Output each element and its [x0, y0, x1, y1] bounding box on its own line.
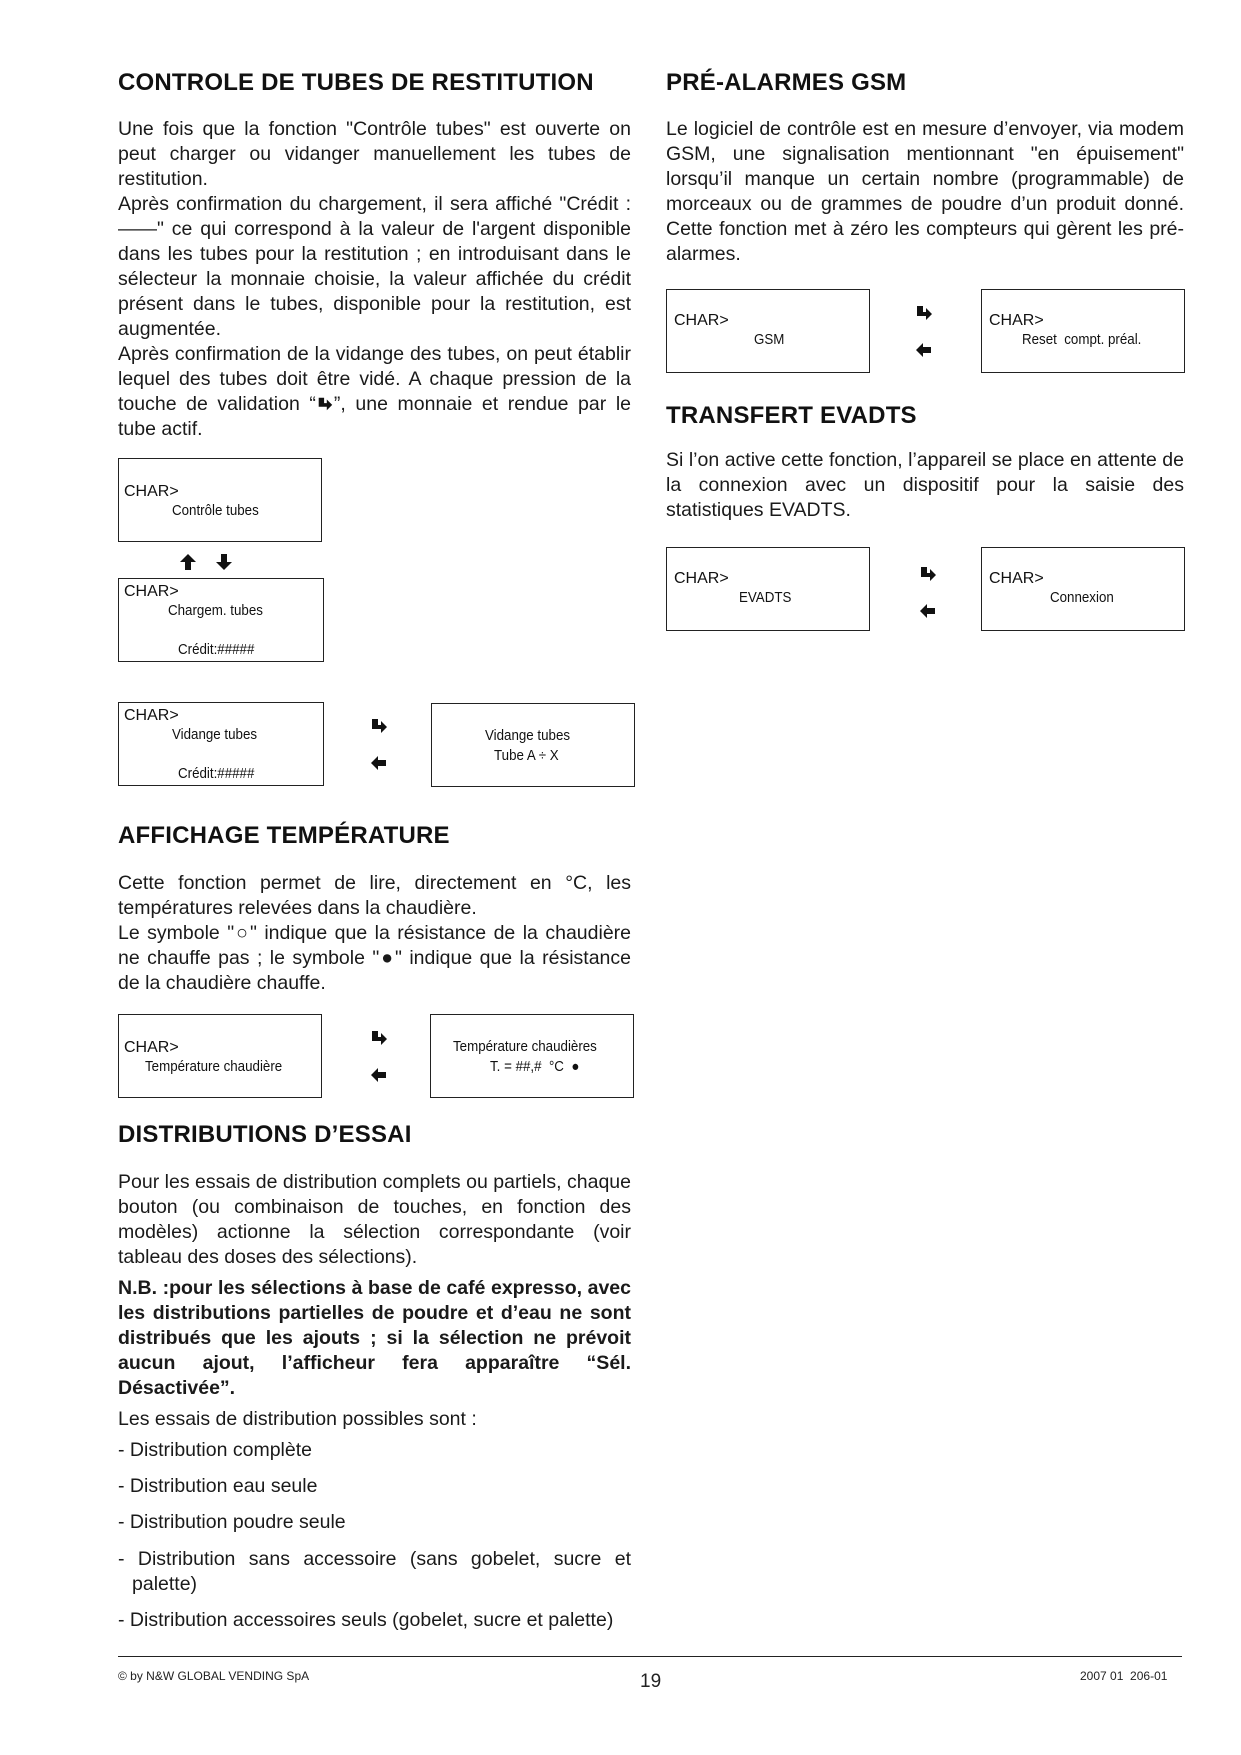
section-title-controle-tubes: CONTROLE DE TUBES DE RESTITUTION [118, 69, 594, 96]
footer-document-code: 2007 01 206-01 [1080, 1669, 1168, 1683]
back-arrow-icon [914, 339, 934, 359]
display-line-menu: Chargem. tubes [168, 603, 263, 619]
display-gsm-reset [981, 289, 1185, 373]
display-line-char: CHAR> [674, 312, 729, 329]
display-line-char: CHAR> [674, 570, 729, 587]
display-line-menu: Connexion [1050, 590, 1114, 606]
enter-key-icon [316, 395, 334, 413]
display-line-menu: Vidange tubes [172, 727, 258, 743]
list-item: - Distribution poudre seule [118, 1511, 346, 1533]
section-title-transfert-evadts: TRANSFERT EVADTS [666, 402, 917, 429]
list-item: - Distribution sans accessoire (sans gobelet, sucre et palette) [118, 1548, 631, 1595]
display-chargem-tubes [118, 578, 324, 662]
display-controle-tubes [118, 458, 322, 542]
controle-para-2: Après confirmation du chargement, il sera affiché "Crédit : ——" ce qui correspond à la valeur de l'argent disponible dans les tubes pour la restitution ; en introduisant dans le sélecteur la monnaie choisie, la valeur affichée du crédit présent dans le tubes, disponible pour la restitution, est augmentée. [118, 193, 631, 340]
controle-para-3a: Après confirmation de la vidange des tubes, on peut établir lequel des tubes doit être vidé. A chaque pression de la touche de validation “ [118, 343, 631, 415]
essai-note: N.B. :pour les sélections à base de café expresso, avec les distributions partielles de poudre et d’eau ne sont distribués que les ajouts ; si la sélection ne prévoit aucun ajout, l’afficheur fera apparaître “Sél. Désactivée”. [118, 1277, 631, 1399]
display-line-menu: Reset compt. préal. [1022, 332, 1142, 348]
section-title-distributions-essai: DISTRIBUTIONS D’ESSAI [118, 1121, 412, 1148]
section-title-pre-alarmes-gsm: PRÉ-ALARMES GSM [666, 69, 907, 96]
display-line-char: CHAR> [124, 707, 179, 724]
enter-key-icon [369, 1028, 389, 1048]
display-line-char: CHAR> [124, 1039, 179, 1056]
up-arrow-icon [178, 552, 198, 572]
essai-para-1: Pour les essais de distribution complets ou partiels, chaque bouton (ou combinaison de touches, en fonction des modèles) actionne la sélection correspondante (voir tableau des doses des sélections). [118, 1171, 631, 1268]
display-line-title: Température chaudières [453, 1039, 597, 1055]
back-arrow-icon [369, 1064, 389, 1084]
display-line-char: CHAR> [989, 570, 1044, 587]
display-line-char: CHAR> [989, 312, 1044, 329]
temperature-para-1: Cette fonction permet de lire, directement en °C, les températures relevées dans la chaudière. [118, 872, 631, 919]
footer-copyright: © by N&W GLOBAL VENDING SpA [118, 1669, 310, 1683]
display-evadts-connexion [981, 547, 1185, 631]
display-line-temperature: T. = ##,# °C ● [490, 1059, 580, 1075]
display-evadts-menu [666, 547, 870, 631]
display-line-menu: EVADTS [739, 590, 792, 606]
section-title-temperature: AFFICHAGE TEMPÉRATURE [118, 822, 450, 849]
display-line-menu: Température chaudière [145, 1059, 283, 1075]
display-gsm-menu [666, 289, 870, 373]
controle-para-3 [118, 342, 631, 442]
display-vidange-tubes [118, 702, 324, 786]
controle-para-1: Une fois que la fonction "Contrôle tubes" est ouverte on peut charger ou vidanger manuellement les tubes de restitution. [118, 118, 631, 190]
down-arrow-icon [214, 552, 234, 572]
display-vidange-tube-select [431, 703, 635, 787]
enter-key-icon [369, 716, 389, 736]
display-line-credit: Crédit:##### [178, 766, 255, 782]
display-line-credit: Crédit:##### [178, 642, 255, 658]
display-temperature-value [430, 1014, 634, 1098]
essai-intro: Les essais de distribution possibles sont : [118, 1408, 477, 1430]
display-line-menu: GSM [754, 332, 785, 348]
display-line-char: CHAR> [124, 583, 179, 600]
footer-divider [118, 1656, 1182, 1657]
enter-key-icon [914, 303, 934, 323]
display-line-menu: Vidange tubes [485, 728, 571, 744]
gsm-para-1: Le logiciel de contrôle est en mesure d’envoyer, via modem GSM, une signalisation mentionnant "en épuisement" lorsqu’il manque un certain nombre (programmable) de morceaux ou de grammes de poudre d’un produit donné. Cette fonction met à zéro les compteurs qui gèrent les pré-alarmes. [666, 118, 1184, 265]
back-arrow-icon [918, 600, 938, 620]
list-item: - Distribution accessoires seuls (gobelet, sucre et palette) [118, 1609, 614, 1631]
evadts-para-1: Si l’on active cette fonction, l’appareil se place en attente de la connexion avec un dispositif pour la saisie des statistiques EVADTS. [666, 449, 1184, 521]
list-item: - Distribution eau seule [118, 1475, 318, 1497]
display-line-char: CHAR> [124, 483, 179, 500]
list-item: - Distribution complète [118, 1439, 312, 1461]
display-temperature-menu [118, 1014, 322, 1098]
display-line-tube: Tube A ÷ X [494, 748, 559, 764]
temperature-para-2: Le symbole "○" indique que la résistance de la chaudière ne chauffe pas ; le symbole "●" indique que la résistance de la chaudière chauffe. [118, 922, 631, 994]
page-number: 19 [640, 1671, 662, 1692]
enter-key-icon [918, 564, 938, 584]
controle-para-3b: ”, une monnaie et rendue par le tube actif. [118, 393, 631, 440]
display-line-menu: Contrôle tubes [172, 503, 259, 519]
back-arrow-icon [369, 752, 389, 772]
